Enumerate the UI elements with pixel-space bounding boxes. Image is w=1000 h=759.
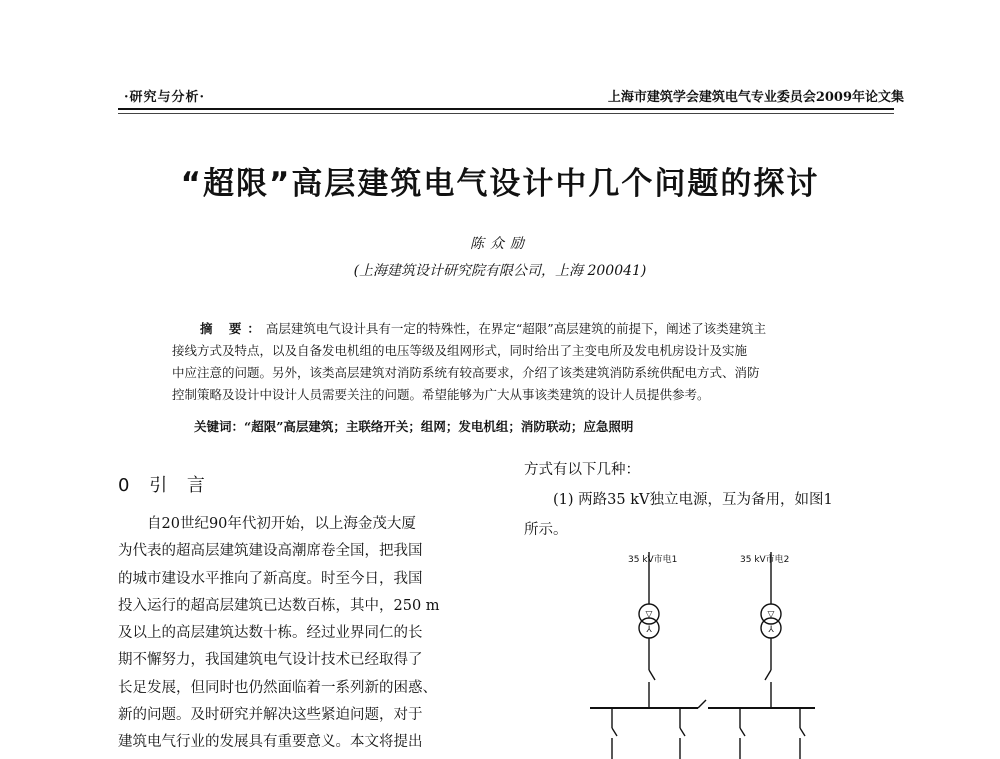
left-column <box>118 511 496 757</box>
keywords-text: “超限”高层建筑；主联络开关；组网；发电机组；消防联动；应急照明 <box>244 419 634 434</box>
header-rule-thick <box>118 108 894 110</box>
author: 陈众励 <box>470 236 530 252</box>
running-header-journal: 上海市建筑学会建筑电气专业委员会2009年论文集 <box>607 90 904 105</box>
switch-2 <box>765 670 771 680</box>
transformer-1-symbol-top: ▽ <box>645 610 653 620</box>
body-line: (1) 两路35 kV独立电源，互为备用，如图1 <box>553 492 833 508</box>
abstract-line-3: 中应注意的问题。另外，该类高层建筑对消防系统有较高要求，介绍了该类建筑消防系统供配电方式、消防 <box>172 365 760 380</box>
header-rule-thin <box>118 113 894 114</box>
keywords <box>194 417 633 435</box>
section-number: 0 <box>118 475 130 496</box>
body-line: 所示。 <box>524 522 568 538</box>
section-heading <box>118 471 205 497</box>
body-line: 方式有以下几种： <box>524 462 640 478</box>
source-2-label: 35 kV市电2 <box>740 555 790 565</box>
abstract <box>172 318 852 406</box>
section-title: 引 言 <box>149 475 205 496</box>
abstract-line-1 <box>172 318 852 340</box>
body-line: 新的问题。及时研究并解决这些紧迫问题，对于 <box>118 707 423 724</box>
body-line: 建筑电气行业的发展具有重要意义。本文将提出 <box>118 734 423 751</box>
abstract-text-1: 高层建筑电气设计具有一定的特殊性，在界定“超限”高层建筑的前提下，阐述了该类建筑主 <box>265 321 767 336</box>
body-line: 为代表的超高层建筑建设高潮席卷全国，把我国 <box>118 543 423 560</box>
transformer-2-symbol-top: ▽ <box>767 610 775 620</box>
affiliation: (上海建筑设计研究院有限公司，上海 200041) <box>353 263 647 279</box>
bus-tie-switch <box>698 700 706 708</box>
figure-1-wiring-diagram <box>590 548 890 759</box>
body-line: 期不懈努力，我国建筑电气设计技术已经取得了 <box>118 652 423 669</box>
body-line: 及以上的高层建筑达数十栋。经过业界同仁的长 <box>118 625 423 642</box>
transformer-1-symbol-bottom: ⅄ <box>646 625 652 635</box>
abstract-label: 摘 要： <box>200 321 266 336</box>
body-line: 长足发展，但同时也仍然面临着一系列新的困惑、 <box>118 679 437 696</box>
abstract-line-2: 接线方式及特点，以及自备发电机组的电压等级及组网形式，同时给出了主变电所及发电机房设计及实施 <box>172 343 748 358</box>
body-line: 投入运行的超高层建筑已达数百栋，其中，250 m <box>118 597 440 614</box>
abstract-line-4: 控制策略及设计中设计人员需要关注的问题。希望能够为广大从事该类建筑的设计人员提供参考。 <box>172 387 710 402</box>
keywords-label: 关键词： <box>194 419 245 434</box>
running-header-section: ·研究与分析· <box>124 90 206 105</box>
body-line: 自20世纪90年代初开始，以上海金茂大厦 <box>147 516 416 532</box>
paper-title: “超限”高层建筑电气设计中几个问题的探讨 <box>180 166 820 202</box>
right-column <box>524 455 900 545</box>
body-line: 的城市建设水平推向了新高度。时至今日，我国 <box>118 570 423 587</box>
switch-1 <box>649 670 655 680</box>
transformer-2-symbol-bottom: ⅄ <box>768 625 774 635</box>
outgoing-feeders <box>612 708 805 759</box>
source-1-label: 35 kV市电1 <box>628 555 678 565</box>
